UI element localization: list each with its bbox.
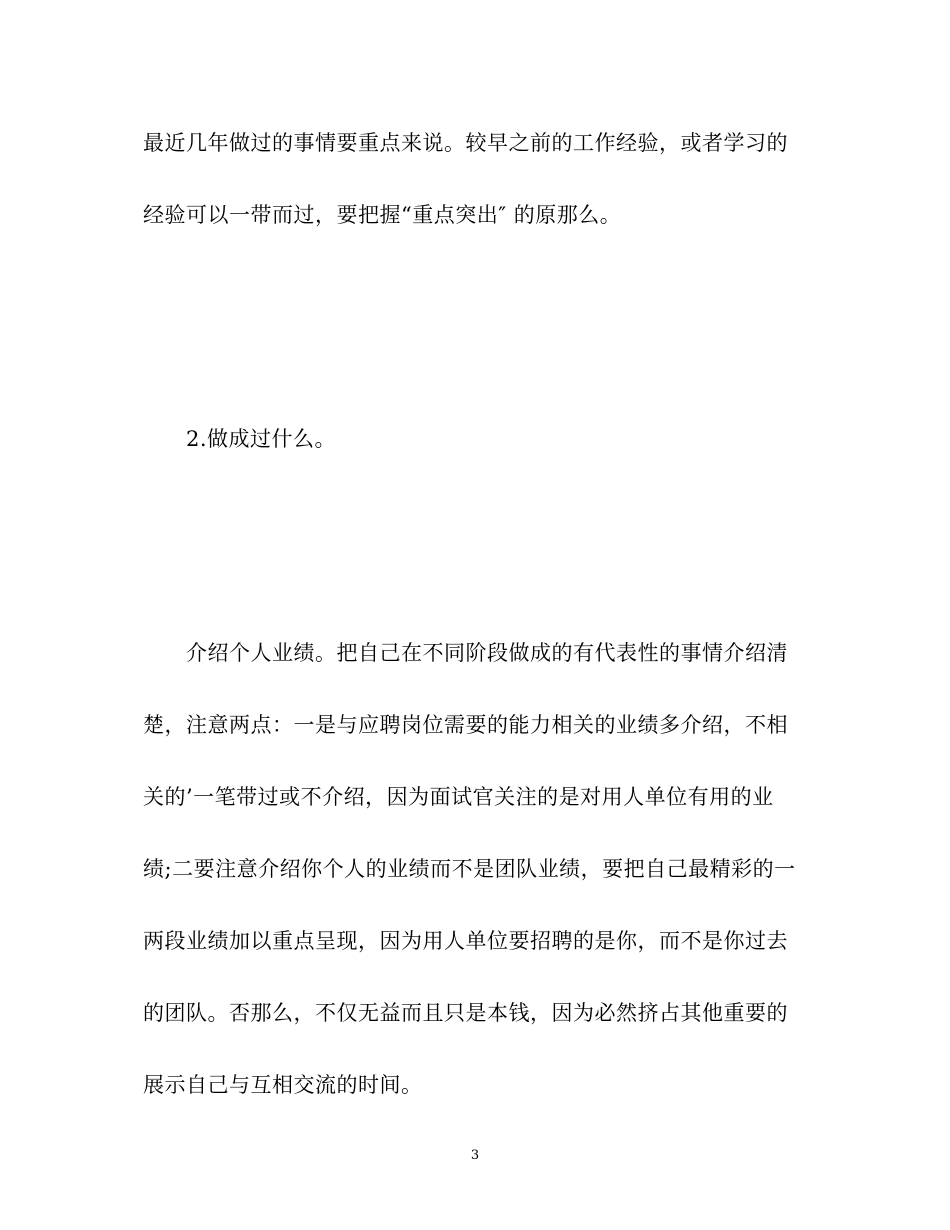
paragraph-2-line-6: 的团队。否那么，不仅无益而且只是本钱，因为必然挤占其他重要的 xyxy=(143,1001,788,1025)
paragraph-1-line-2: 经验可以一带而过，要把握“重点突出″ 的原那么。 xyxy=(143,203,622,227)
paragraph-2-line-1: 介绍个人业绩。把自己在不同阶段做成的有代表性的事情介绍清 xyxy=(186,641,788,665)
paragraph-2-line-7: 展示自己与互相交流的时间。 xyxy=(143,1073,423,1097)
page-number: 3 xyxy=(470,1148,480,1163)
paragraph-2-line-4: 绩;二要注意介绍你个人的业绩而不是团队业绩，要把自己最精彩的一 xyxy=(143,857,796,881)
section-heading: 2.做成过什么。 xyxy=(186,427,337,451)
paragraph-2-line-2: 楚，注意两点：一是与应聘岗位需要的能力相关的业绩多介绍，不相 xyxy=(143,713,788,737)
paragraph-2-line-5: 两段业绩加以重点呈现，因为用人单位要招聘的是你，而不是你过去 xyxy=(143,929,788,953)
paragraph-1-line-1: 最近几年做过的事情要重点来说。较早之前的工作经验，或者学习的 xyxy=(143,131,788,155)
paragraph-2-line-3: 关的’一笔带过或不介绍，因为面试官关注的是对用人单位有用的业 xyxy=(143,785,774,809)
